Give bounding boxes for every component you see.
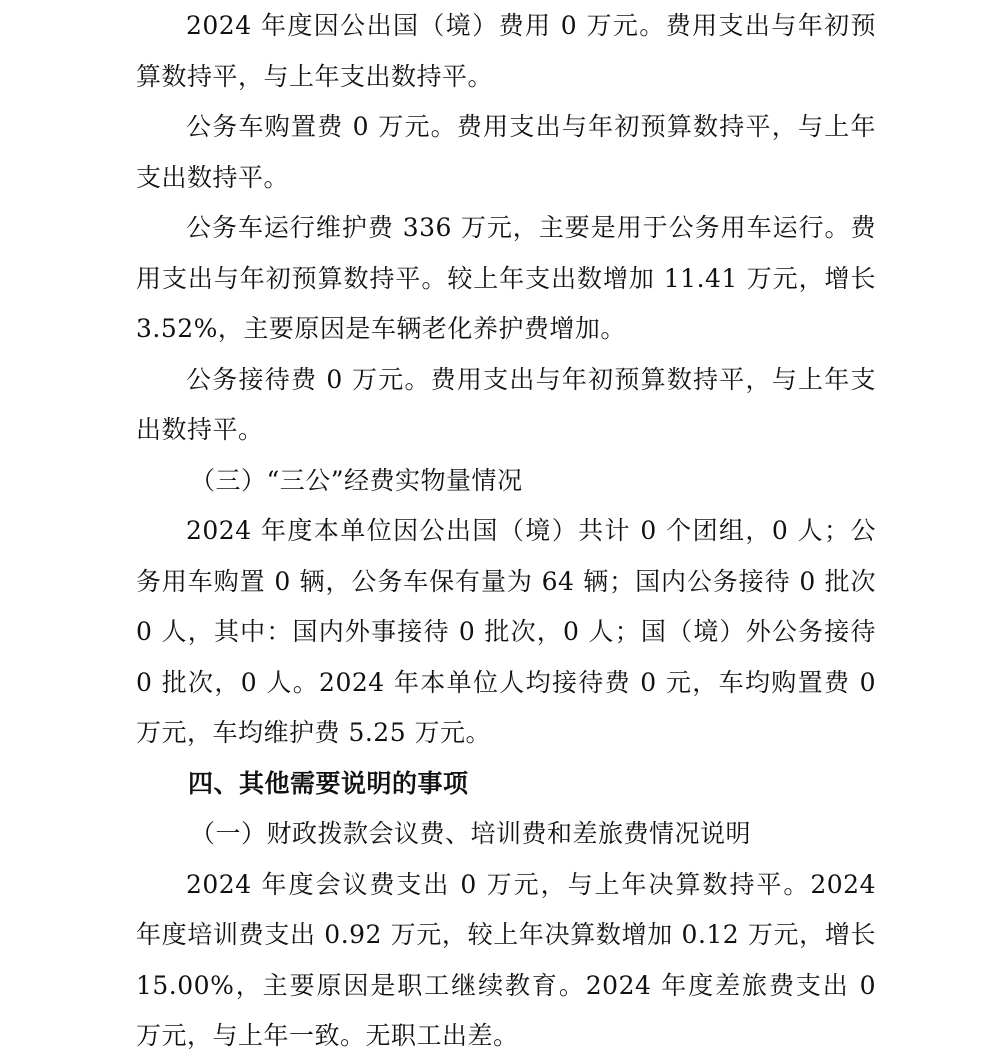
document-page — [136, 0, 876, 1062]
section-heading-other-matters: 四、其他需要说明的事项 — [188, 768, 469, 798]
subheading-physical-quantity: （三）“三公”经费实物量情况 — [190, 465, 523, 495]
paragraph-vehicle-maintenance: 公务车运行维护费 336 万元，主要是用于公务用车运行。费用支出与年初预算数持平。较上年支出数增加 11.41 万元，增长 3.52%，主要原因是车辆老化养护费增加。 — [136, 213, 876, 343]
paragraph-vehicle-purchase: 公务车购置费 0 万元。费用支出与年初预算数持平，与上年支出数持平。 — [136, 112, 876, 192]
paragraph-official-reception: 公务接待费 0 万元。费用支出与年初预算数持平，与上年支出数持平。 — [136, 364, 876, 444]
paragraph-physical-quantity: 2024 年度本单位因公出国（境）共计 0 个团组，0 人；公务用车购置 0 辆，公务车保有量为 64 辆；国内公务接待 0 批次 0 人，其中：国内外事接待 0 批次，0 人；国（境）外公务接待 0 批次，0 人。2024 年本单位人均接待费 0 元，车均购置费 0 万元，车均维护费 5.25 万元。 — [136, 516, 876, 747]
subheading-meeting-training-travel: （一）财政拨款会议费、培训费和差旅费情况说明 — [190, 819, 752, 848]
paragraph-overseas-travel: 2024 年度因公出国（境）费用 0 万元。费用支出与年初预算数持平，与上年支出数持平。 — [136, 11, 876, 91]
paragraph-meeting-training-travel: 2024 年度会议费支出 0 万元，与上年决算数持平。2024 年度培训费支出 0.92 万元，较上年决算数增加 0.12 万元，增长 15.00%，主要原因是职工继续教育。2024 年度差旅费支出 0 万元，与上年一致。无职工出差。 — [136, 869, 876, 1050]
